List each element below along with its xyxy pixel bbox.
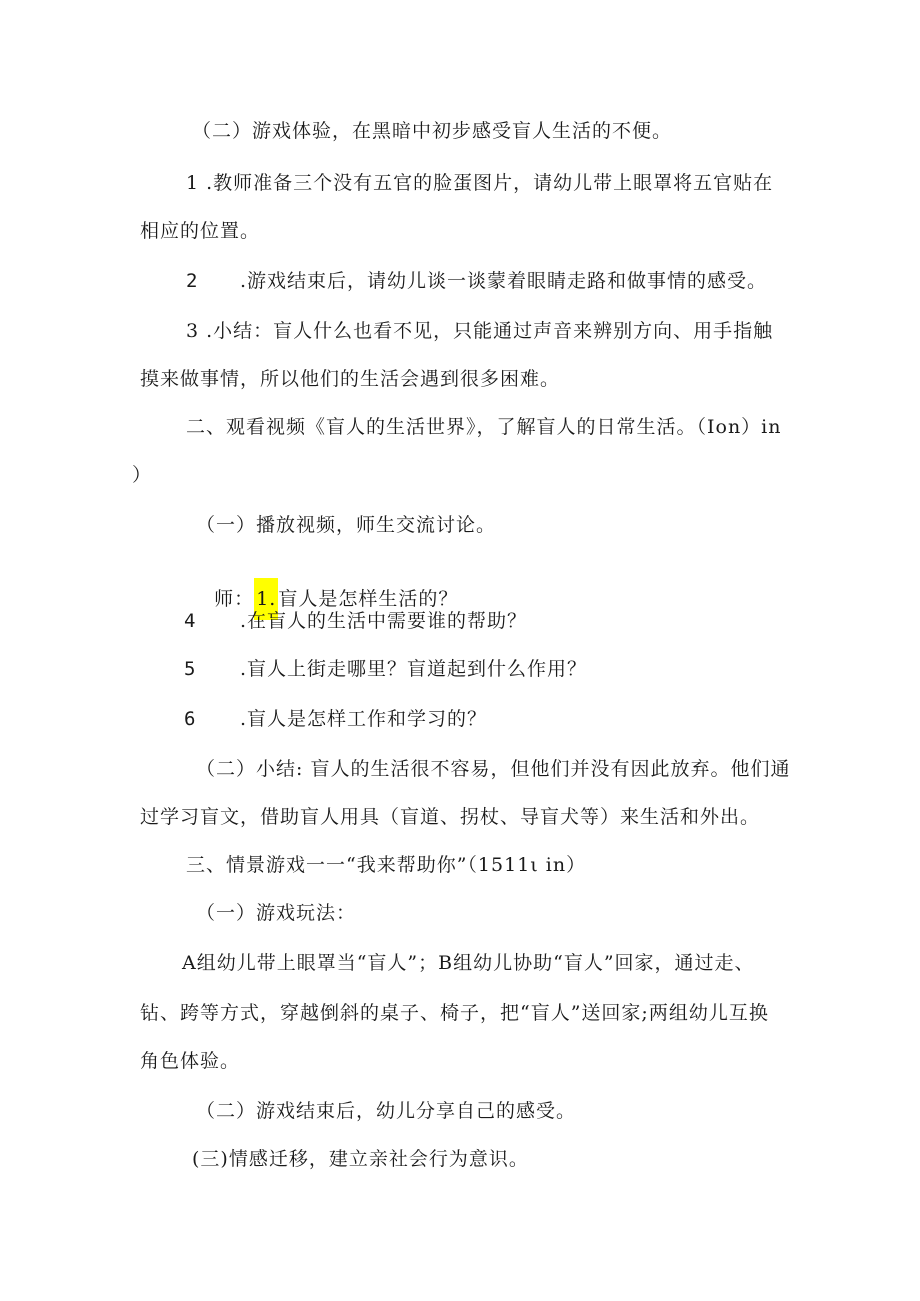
paragraph-line: 角色体验。 [140, 1050, 241, 1072]
paragraph-line: 1 .教师准备三个没有五官的脸蛋图片，请幼儿带上眼罩将五官贴在 [186, 172, 774, 194]
list-number: 4 [184, 610, 196, 632]
paragraph-line: 过学习盲文，借助盲人用具（盲道、拐杖、导盲犬等）来生活和外出。 [140, 806, 761, 828]
paragraph-line: (三)情感迁移，建立亲社会行为意识。 [192, 1148, 529, 1170]
paragraph-line: .盲人是怎样工作和学习的？ [240, 708, 488, 730]
paragraph-line: .游戏结束后，请幼儿谈一谈蒙着眼睛走路和做事情的感受。 [240, 270, 768, 292]
paragraph-line: （二）游戏结束后，幼儿分享自己的感受。 [196, 1100, 577, 1122]
highlighted-number: 1. [254, 578, 278, 620]
paragraph-line: 3 .小结：盲人什么也看不见，只能通过声音来辨别方向、用手指触 [186, 320, 774, 342]
list-number: 6 [184, 708, 196, 730]
paragraph-line: （一）游戏玩法： [196, 902, 357, 924]
paragraph-line: A组幼儿带上眼罩当“盲人”；B组幼儿协助“盲人”回家，通过走、 [182, 952, 755, 974]
paragraph-line: 摸来做事情，所以他们的生活会遇到很多困难。 [140, 368, 561, 390]
paragraph-line: （二）游戏体验，在黑暗中初步感受盲人生活的不便。 [192, 120, 673, 142]
paragraph-line: （一）播放视频，师生交流讨论。 [196, 514, 497, 536]
paragraph-line: 钻、跨等方式，穿越倒斜的桌子、椅子，把“盲人”送回家;两组幼儿互换 [140, 1002, 769, 1024]
list-number: 2 [186, 270, 198, 292]
speaker-label: 师： [214, 588, 255, 610]
paragraph-line: ） [132, 464, 153, 486]
paragraph-line: 相应的位置。 [140, 220, 261, 242]
paragraph-line: （二）小结: 盲人的生活很不容易，但他们并没有因此放弃。他们通 [196, 758, 791, 780]
list-number: 5 [184, 658, 196, 680]
paragraph-line: .盲人上街走哪里？盲道起到什么作用？ [240, 658, 588, 680]
section-heading: 二、观看视频《盲人的生活世界》，了解盲人的日常生活。（Ion）in [186, 416, 782, 438]
paragraph-line: .在盲人的生活中需要谁的帮助？ [240, 610, 528, 632]
section-heading: 三、情景游戏一一“我来帮助你”（1511ι in） [186, 854, 587, 876]
question-text: 盲人是怎样生活的？ [278, 588, 459, 610]
